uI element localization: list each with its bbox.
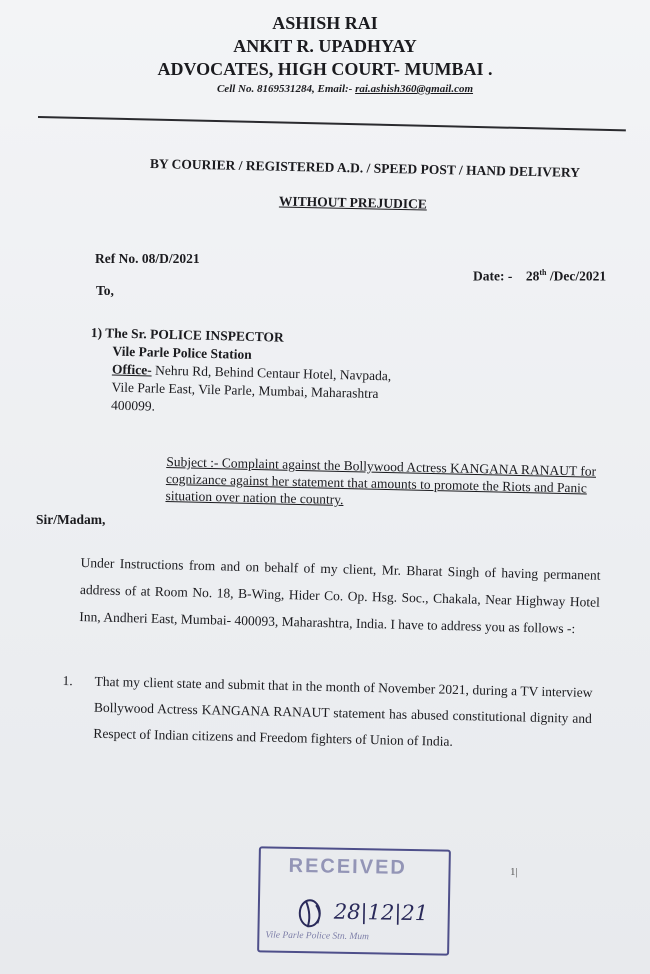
addressee-station: Vile Parle Police Station — [112, 343, 252, 362]
subject-line: Subject :- Complaint against the Bollywood Actress KANGANA RANAUT for cognizance against her statement that amounts to promote the Riots and Panic situation over nation the country. — [165, 454, 597, 508]
point-text: That my client state and submit that in the month of November 2021, during a TV interview Bollywood Actress KANGANA RANAUT statement has abused constitutional dignity and Respect of Indian citizens and Freedom fighters of Union of India. — [93, 673, 593, 749]
firm-title: ADVOCATES, HIGH COURT- MUMBAI . — [157, 59, 493, 79]
to-label: To, — [96, 283, 114, 298]
advocate-name-1: ASHISH RAI — [272, 13, 378, 33]
letter-date — [473, 268, 606, 285]
point-item — [61, 668, 593, 758]
office-street: Nehru Rd, Behind Centaur Hotel, Navpada, — [151, 362, 392, 384]
date-rest: /Dec/2021 — [549, 268, 607, 284]
addressee-title: 1) The Sr. POLICE INSPECTOR — [90, 325, 284, 345]
office-label: Office- — [111, 361, 152, 378]
without-prejudice: WITHOUT PREJUDICE — [278, 193, 428, 212]
received-stamp — [257, 846, 451, 955]
date-day: 28 — [525, 268, 540, 284]
stamp-title: RECEIVED — [288, 854, 408, 879]
header-divider — [38, 116, 626, 131]
advocate-name-2: ANKIT R. UPADHYAY — [233, 36, 417, 56]
stamp-footer: Vile Parle Police Stn. Mum — [265, 930, 369, 943]
contact-prefix: Cell No. 8169531284, Email:- — [216, 83, 353, 95]
date-label: Date: - — [473, 268, 513, 284]
addressee-block — [89, 324, 392, 421]
addressee-city: Vile Parle East, Vile Parle, Mumbai, Maharashtra — [111, 379, 379, 402]
point-number: 1. — [62, 673, 73, 689]
addressee-pin: 400099. — [110, 397, 156, 414]
stamp-handwritten-date: 28|12|21 — [333, 899, 429, 926]
intro-paragraph: Under Instructions from and on behalf of my client, Mr. Bharat Singh of having permanent address of at Room No. 18, B-Wing, Hider Co. Op. Hsg. Soc., Chakala, Near Highway Hotel Inn, Andheri East, Mumbai- 400093, Maharashtra, India. I have to address you as follows -: — [79, 555, 601, 637]
contact-line — [0, 83, 650, 95]
delivery-mode: BY COURIER / REGISTERED A.D. / SPEED POST / HAND DELIVERY — [149, 156, 581, 181]
page-marker: 1| — [510, 866, 518, 878]
reference-number: Ref No. 08/D/2021 — [95, 251, 200, 266]
date-suffix: th — [539, 268, 547, 277]
salutation: Sir/Madam, — [36, 512, 106, 527]
letterhead — [0, 12, 650, 95]
email-link[interactable]: rai.ashish360@gmail.com — [355, 83, 474, 95]
signature-icon — [291, 893, 332, 934]
